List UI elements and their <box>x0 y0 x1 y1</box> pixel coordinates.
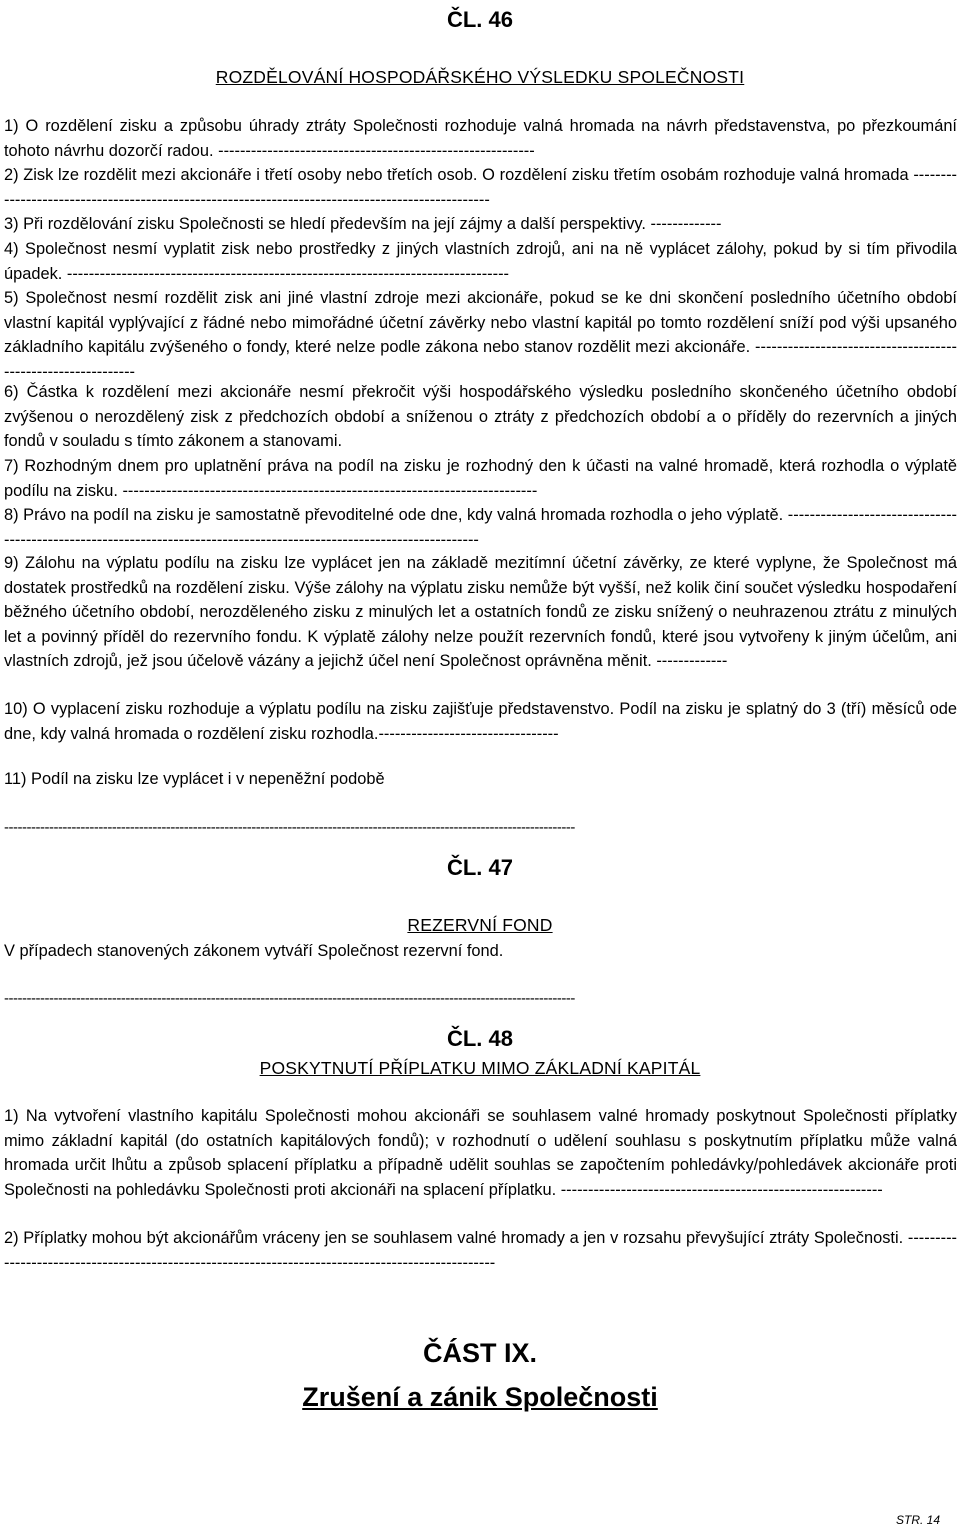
article-47-heading: ČL. 47 <box>446 855 514 880</box>
article-48-title: POSKYTNUTÍ PŘÍPLATKU MIMO ZÁKLADNÍ KAPITÁL <box>259 1058 701 1078</box>
article-46-paragraph-10: 10) O vyplacení zisku rozhoduje a výplatu podílu na zisku zajišťuje představenstvo. Podíl na zisku je splatný do 3 (tří) měsíců ode dne, kdy valná hromada o rozdělení zisku rozhodla.--------------------------------- <box>4 700 957 743</box>
article-46-paragraph-11: 11) Podíl na zisku lze vyplácet i v nepeněžní podobě <box>4 770 385 788</box>
part-9-heading: ČÁST IX. <box>422 1338 537 1368</box>
article-46-title: ROZDĚLOVÁNÍ HOSPODÁŘSKÉHO VÝSLEDKU SPOLEČNOSTI <box>215 67 745 87</box>
article-47-text: V případech stanovených zákonem vytváří Společnost rezervní fond. <box>4 942 504 960</box>
article-46-paragraph-1: 1) O rozdělení zisku a způsobu úhrady ztráty Společnosti rozhoduje valná hromada na návrh představenstva, po přezkoumání tohoto návrhu dozorčí radou. ---------------------------------------------------------- <box>4 117 957 160</box>
part-9-title: Zrušení a zánik Společnosti <box>302 1382 658 1412</box>
separator-line: ------------------------------------------------------------------------------------------------------------------------------- <box>4 990 575 1007</box>
article-46-heading: ČL. 46 <box>446 7 514 32</box>
article-48-heading: ČL. 48 <box>446 1026 514 1051</box>
article-48-paragraph-1: 1) Na vytvoření vlastního kapitálu Společnosti mohou akcionáři se souhlasem valné hromady poskytnout Společnosti příplatky mimo základní kapitál (do ostatních kapitálových fondů); v rozhodnutí o udělení souhlasu s poskytnutím příplatku může valná hromada určit lhůtu a způsob splacení příplatku a případně udělit souhlas se započtením pohledávky/pohledávek akcionáře proti Společnosti na pohledávku Společnosti proti akcionáři na splacení příplatku. ----------------------------------------------------------- <box>4 1107 957 1199</box>
page-number: STR. 14 <box>895 1513 940 1527</box>
separator-line: ------------------------------------------------------------------------------------------------------------------------------- <box>4 819 575 836</box>
article-48-paragraph-2: 2) Příplatky mohou být akcionářům vráceny jen se souhlasem valné hromady a jen v rozsahu převyšující ztráty Společnosti. --------------------------------------------------------------------------------------------------- <box>4 1229 957 1272</box>
article-46-paragraph-2: 2) Zisk lze rozdělit mezi akcionáře i třetí osoby nebo třetích osob. O rozdělení zisku třetím osobám rozhoduje valná hromada ------------------------------------------------------------------------------------------------- <box>4 166 957 209</box>
article-46-paragraph-8: 8) Právo na podíl na zisku je samostatně převoditelné ode dne, kdy valná hromada rozhodla o jeho výplatě. ---------------------------------------------------------------------------------------------------------------------- <box>4 506 957 549</box>
article-47-title: REZERVNÍ FOND <box>407 915 553 935</box>
article-46-paragraph-3: 3) Při rozdělování zisku Společnosti se hledí především na její zájmy a další perspektivy. ------------- <box>4 215 722 233</box>
article-46-paragraph-6: 6) Částka k rozdělení mezi akcionáře nesmí překročit výši hospodářského výsledku posledního skončeného účetního období zvýšenou o nerozdělený zisk z předchozích období a sníženou o ztráty z předchozích období a o příděly do rezervních a jiných fondů v souladu s tímto zákonem a stanovami. <box>4 383 957 450</box>
article-46-paragraph-4: 4) Společnost nesmí vyplatit zisk nebo prostředky z jiných vlastních zdrojů, ani na ně vyplácet zálohy, pokud by si tím přivodila úpadek. --------------------------------------------------------------------------------- <box>4 240 957 283</box>
article-46-paragraph-7: 7) Rozhodným dnem pro uplatnění práva na podíl na zisku je rozhodný den k účasti na valné hromadě, která rozhodla o výplatě podílu na zisku. ---------------------------------------------------------------------------- <box>4 457 957 500</box>
article-46-paragraph-5: 5) Společnost nesmí rozdělit zisk ani jiné vlastní zdroje mezi akcionáře, pokud se ke dni skončení posledního účetního období vlastní kapitál vyplývající z řádné nebo mimořádné účetní závěrky nebo vlastní kapitál po tomto rozdělení sníží pod výši upsaného základního kapitálu zvýšeného o fondy, které nelze podle zákona nebo stanov rozdělit mezi akcionáře. ------------------------------------------------------------- <box>4 289 957 381</box>
article-46-paragraph-9: 9) Zálohu na výplatu podílu na zisku lze vyplácet jen na základě mezitímní účetní závěrky, ze které vyplyne, že Společnost má dostatek prostředků na rozdělení zisku. Výše zálohy na výplatu zisku nemůže být vyšší, než kolik činí součet výsledku hospodaření běžného účetního období, nerozděleného zisku z minulých let a ostatních fondů ze zisku snížený o neuhrazenou ztrátu z minulých let a povinný příděl do rezervního fondu. K výplatě zálohy nelze použít rezervních fondů, které jsou vytvořeny k jiným účelům, ani vlastních zdrojů, jež jsou účelově vázány a jejichž účel není Společnost oprávněna měnit. ------------- <box>4 554 957 670</box>
